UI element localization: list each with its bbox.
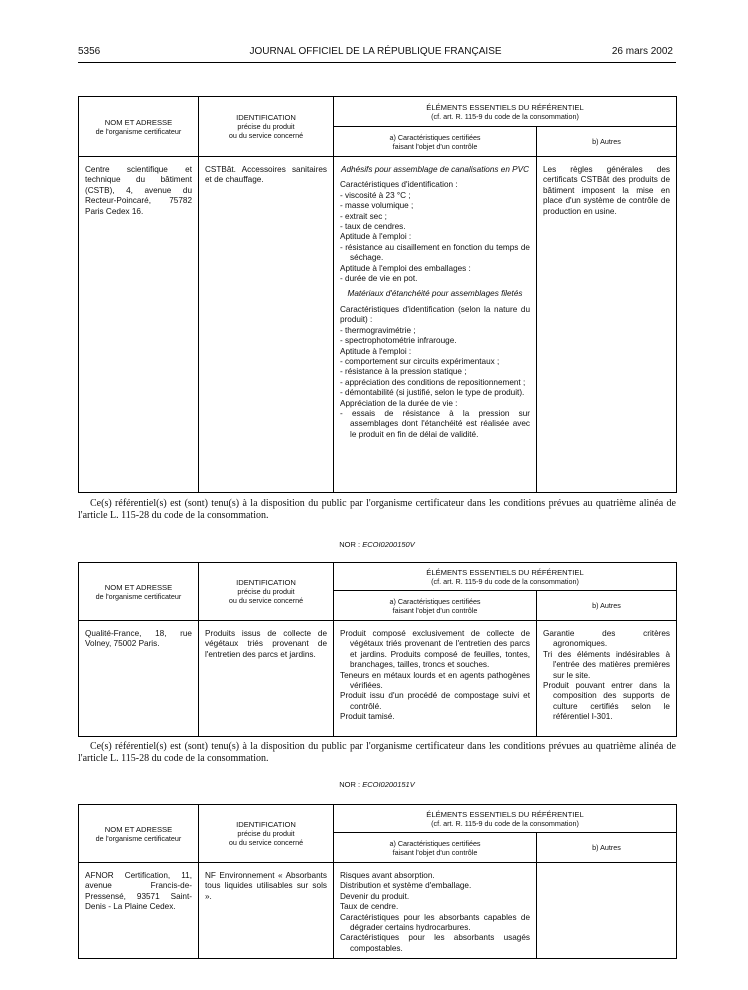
list-item: - viscosité à 23 °C ;: [340, 191, 530, 201]
list-item: - résistance à la pression statique ;: [340, 367, 530, 377]
list-item: Caractéristiques pour les absorbants capables de dégrader certains hydrocarbures.: [340, 912, 530, 933]
header-identification: IDENTIFICATION précise du produit ou du service concerné: [199, 805, 334, 863]
list-item: - thermogravimétrie ;: [340, 326, 530, 336]
nor-reference: NOR : ECOI0200150V: [339, 540, 415, 549]
organism-cell: Qualité-France, 18, rue Volney, 75002 Paris.: [79, 621, 199, 737]
header-organism: NOM ET ADRESSE de l'organisme certificateur: [79, 97, 199, 157]
header-elements-group: ÉLÉMENTS ESSENTIELS DU RÉFÉRENTIEL (cf. art. R. 115-9 du code de la consommation): [334, 97, 677, 127]
header-others: b) Autres: [537, 833, 677, 863]
others-cell: [537, 621, 677, 737]
publication-date: 26 mars 2002: [611, 46, 673, 57]
list-item: - essais de résistance à la pression sur assemblages dont l'étanchéité est réalisée avec le produit en fin de délai de validité.: [340, 409, 530, 440]
header-certified-characteristics: a) Caractéristiques certifiées faisant l'objet d'un contrôle: [334, 591, 537, 621]
organism-cell: AFNOR Certification, 11, avenue Francis-de-Pressensé, 93571 Saint-Denis - La Plaine Cedex.: [79, 863, 199, 959]
list-item: - comportement sur circuits expérimentaux ;: [340, 357, 530, 367]
list-item: Produit pouvant entrer dans la composition des supports de culture certifiés selon le référentiel I-301.: [543, 681, 670, 722]
list-item: - taux de cendres.: [340, 222, 530, 232]
list-item: Taux de cendre.: [340, 902, 399, 912]
list-item: Teneurs en métaux lourds et en agents pathogènes vérifiées.: [340, 670, 530, 691]
characteristics-cell: [334, 157, 537, 493]
list-item: Produit composé exclusivement de collecte de végétaux triés provenant de l'entretien des parcs et jardins. Produits composé de feuilles, tontes, branchages, tailles, troncs et souches.: [340, 629, 530, 670]
list-item: - masse volumique ;: [340, 201, 530, 211]
journal-title: JOURNAL OFFICIEL DE LA RÉPUBLIQUE FRANÇAISE: [249, 46, 502, 57]
header-organism: NOM ET ADRESSE de l'organisme certificateur: [79, 563, 199, 621]
list-item: Risques avant absorption.: [340, 871, 435, 880]
product-cell: CSTBât. Accessoires sanitaires et de chauffage.: [199, 157, 334, 493]
header-identification: IDENTIFICATION précise du produit ou du service concerné: [199, 97, 334, 157]
subsection-title: Aptitude à l'emploi :: [340, 346, 412, 356]
header-elements-group: ÉLÉMENTS ESSENTIELS DU RÉFÉRENTIEL (cf. art. R. 115-9 du code de la consommation): [334, 805, 677, 833]
section-title: Adhésifs pour assemblage de canalisations en PVC: [341, 165, 529, 174]
product-cell: Produits issus de collecte de végétaux triés provenant de l'entretien des parcs et jardins.: [199, 621, 334, 737]
subsection-title: Caractéristiques d'identification :: [340, 180, 458, 190]
characteristics-cell: [334, 863, 537, 959]
list-item: Produit issu d'un procédé de compostage suivi et contrôlé.: [340, 691, 530, 711]
product-cell: NF Environnement « Absorbants tous liquides utilisables sur sols ».: [199, 863, 334, 959]
list-item: - démontabilité (si justifié, selon le type de produit).: [340, 388, 530, 398]
header-organism: NOM ET ADRESSE de l'organisme certificateur: [79, 805, 199, 863]
subsection-title: Aptitude à l'emploi des emballages :: [340, 263, 471, 273]
header-identification: IDENTIFICATION précise du produit ou du service concerné: [199, 563, 334, 621]
availability-note: Ce(s) référentiel(s) est (sont) tenu(s) à la disposition du public par l'organisme certificateur dans les conditions prévues au quatrième alinéa de l'article L. 115-28 du code de la consommation.: [78, 498, 676, 521]
others-cell: [537, 863, 677, 959]
certification-table-2: [78, 562, 677, 737]
certification-table-1: [78, 96, 677, 493]
header-others: b) Autres: [537, 127, 677, 157]
list-item: Devenir du produit.: [340, 891, 410, 901]
list-item: - appréciation des conditions de repositionnement ;: [340, 378, 530, 388]
header-rule: [78, 62, 676, 63]
nor-reference: NOR : ECOI0200151V: [339, 780, 415, 789]
page-number: 5356: [78, 46, 101, 57]
header-others: b) Autres: [537, 591, 677, 621]
subsection-title: Caractéristiques d'identification (selon la nature du produit) :: [340, 304, 530, 325]
list-item: - extrait sec ;: [340, 212, 530, 222]
list-item: - spectrophotométrie infrarouge.: [340, 336, 530, 346]
header-certified-characteristics: a) Caractéristiques certifiées faisant l'objet d'un contrôle: [334, 127, 537, 157]
header-elements-group: ÉLÉMENTS ESSENTIELS DU RÉFÉRENTIEL (cf. art. R. 115-9 du code de la consommation): [334, 563, 677, 591]
availability-note: Ce(s) référentiel(s) est (sont) tenu(s) à la disposition du public par l'organisme certificateur dans les conditions prévues au quatrième alinéa de l'article L. 115-28 du code de la consommation.: [78, 741, 676, 764]
subsection-title: Aptitude à l'emploi :: [340, 232, 412, 242]
header-certified-characteristics: a) Caractéristiques certifiées faisant l'objet d'un contrôle: [334, 833, 537, 863]
page-header: [78, 46, 673, 60]
list-item: Garantie des critères agronomiques.: [543, 629, 670, 649]
subsection-title: Appréciation de la durée de vie :: [340, 398, 458, 408]
list-item: Tri des éléments indésirables à l'entrée des matières premières sur le site.: [543, 649, 670, 680]
list-item: Produit tamisé.: [340, 712, 395, 722]
section-title: Matériaux d'étanchéité pour assemblages filetés: [347, 289, 523, 299]
organism-cell: Centre scientifique et technique du bâtiment (CSTB), 4, avenue du Recteur-Poincaré, 75782 Paris Cedex 16.: [79, 157, 199, 493]
others-cell: Les règles générales des certificats CSTBât des produits de bâtiment imposent la mise en place d'un système de contrôle de production en usine.: [537, 157, 677, 493]
certification-table-3: [78, 804, 677, 959]
list-item: Caractéristiques pour les absorbants usagés compostables.: [340, 933, 530, 953]
list-item: Distribution et système d'emballage.: [340, 881, 472, 891]
list-item: - durée de vie en pot.: [340, 274, 530, 284]
characteristics-cell: [334, 621, 537, 737]
list-item: - résistance au cisaillement en fonction du temps de séchage.: [340, 243, 530, 264]
